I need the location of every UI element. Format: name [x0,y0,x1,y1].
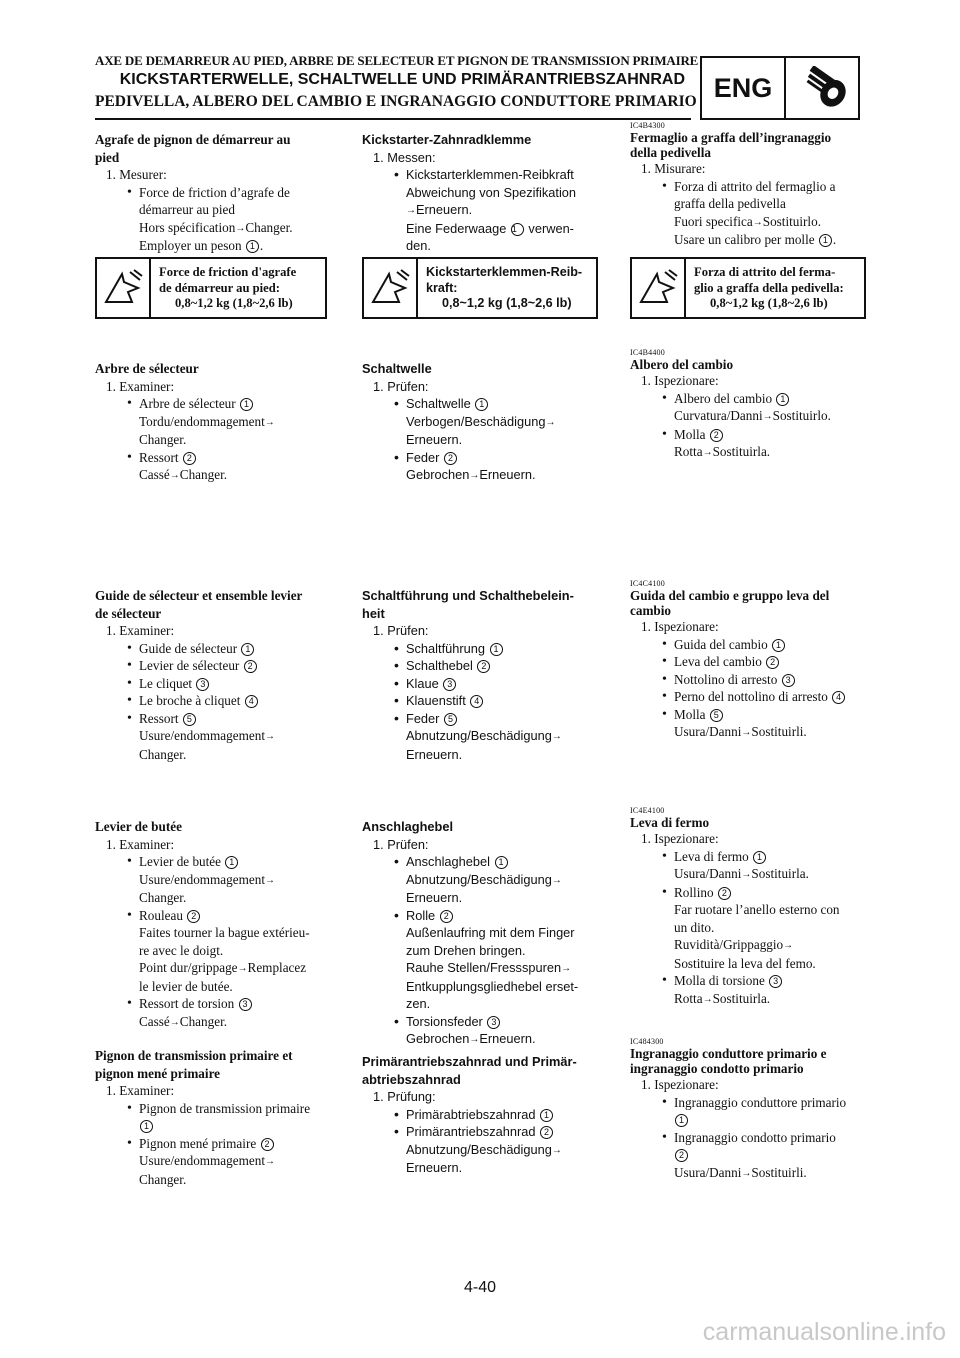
spec-value: 0,8~1,2 kg (1,8~2,6 lb) [710,296,828,310]
bullet-item: • Kickstarterklemmen-Reibkraft [362,166,598,184]
text-line: Eine Federwaage 1 verwen- [406,220,574,236]
spec-label: kraft: [426,280,458,295]
it-section-primary-gear [630,1037,866,1182]
callout-number: 1 [240,398,253,411]
bullet-item: • Schaltwelle 1 [362,395,598,413]
spec-value: 0,8~1,2 kg (1,8~2,6 lb) [442,296,572,310]
callout-number: 3 [443,678,456,691]
section-title: Anschlaghebel [362,819,454,834]
text-line: graffa della pedivella [674,196,786,211]
header-title-de: KICKSTARTERWELLE, SCHALTWELLE UND PRIMÄRANTRIEBSZAHNRAD [119,71,685,88]
callout-number: 2 [675,1149,688,1162]
spec-box [362,257,598,319]
section-title: Guide de sélecteur et ensemble levier [95,588,303,603]
text-line: Usura/Danni→Sostituirla. [674,866,809,881]
section-code: IC484300 [630,1037,664,1046]
text-line [630,1146,866,1164]
text-line: Cassé→Changer. [139,1013,228,1029]
callout-number: 1 [511,223,524,236]
text-line: Erneuern. [406,1160,463,1175]
bullet-item: • Molla 5 [630,706,866,724]
section-code: IC4C4100 [630,579,665,588]
text-line: Entkupplungsgliedhebel erset- [406,978,579,994]
bullet-item: • Molla 2 [630,426,866,444]
text-line: Außenlaufring mit dem Finger [406,925,575,940]
bullet-item: • Guide de sélecteur 1 [95,640,327,658]
section-title: Arbre de sélecteur [95,361,199,376]
section-title: Albero del cambio [630,357,734,372]
badge-label: ENG [702,58,786,118]
fr-section-kick-clip [95,131,327,255]
step: 1. Mesurer: [106,167,167,182]
callout-number: 1 [246,240,259,253]
bullet-item: • Forza di attrito del fermaglio a [630,178,866,196]
bullet-item: • Ingranaggio conduttore primario [630,1094,866,1112]
section-title: Ingranaggio conduttore primario e [630,1046,827,1061]
section-title: Schaltführung und Schalthebelein- [362,588,574,603]
section-code: IC4B4400 [630,348,665,357]
text-line: Abnutzung/Beschädigung→ [406,728,562,743]
callout-number: 1 [753,851,766,864]
step: 1. Examiner: [106,623,175,638]
spec-box [630,257,866,319]
fr-section-primary-gear [95,1047,327,1188]
bullet-item: • Schalthebel 2 [362,657,598,675]
de-section-primary-gear [362,1053,598,1177]
header-title-it: PEDIVELLA, ALBERO DEL CAMBIO E INGRANAGGIO CONDUTTORE PRIMARIO [95,93,697,110]
callout-number: 1 [225,856,238,869]
bullet-item: • Molla di torsione 3 [630,972,866,990]
page-number: 4-40 [463,1279,497,1296]
text-line: Usura/Danni→Sostituirli. [674,724,807,739]
section-title: cambio [630,603,672,618]
section-code: IC4E4100 [630,806,665,815]
bullet-item: • Nottolino di arresto 3 [630,671,866,689]
step: 1. Ispezionare: [641,1077,719,1092]
callout-number: 2 [766,656,779,669]
text-line: zum Drehen bringen. [406,942,526,958]
de-section-stopper-lever [362,818,598,1049]
fr-section-stopper-lever [95,818,327,1031]
text-line: Changer. [139,432,187,447]
text-line: Curvatura/Danni→Sostituirlo. [674,408,831,423]
de-section-shift-guide [362,587,598,763]
it-section-stopper-lever [630,806,866,1008]
it-section-kick-clip [630,121,866,249]
fr-section-shift-guide [95,587,327,763]
step: 1. Ispezionare: [641,619,719,634]
bullet-item: • Klauenstift 4 [362,692,598,710]
text-line: le levier de butée. [139,978,233,994]
text-line: Hors spécification→Changer. [139,219,293,235]
callout-number: 1 [819,234,832,247]
callout-number: 5 [710,709,723,722]
step: 1. Prüfen: [373,623,429,638]
callout-number: 2 [187,910,200,923]
bullet-item: • Torsionsfeder 3 [362,1013,598,1031]
bullet-item: • Albero del cambio 1 [630,390,866,408]
text-line: Verbogen/Beschädigung→ [406,413,556,429]
callout-number: 5 [183,713,196,726]
section-code: IC4B4300 [630,121,665,130]
callout-number: 1 [776,393,789,406]
callout-number: 4 [832,691,845,704]
callout-number: 1 [241,643,254,656]
callout-number: 1 [540,1109,553,1122]
section-badge [700,56,860,120]
it-section-shift-shaft [630,348,866,462]
section-title: abtriebszahnrad [362,1071,461,1087]
section-title: pied [95,149,120,165]
section-title: Guida del cambio e gruppo leva del [630,588,830,603]
section-title: Schaltwelle [362,361,432,376]
step: 1. Prüfen: [373,378,429,394]
callout-number: 2 [444,452,457,465]
callout-number: 1 [490,643,503,656]
text-line: Usura/Danni→Sostituirli. [674,1164,807,1180]
section-title: Primärantriebszahnrad und Primär- [362,1054,577,1069]
step: 1. Ispezionare: [641,373,719,388]
text-line: Sostituire la leva del femo. [674,955,816,971]
section-title: della pedivella [630,145,711,160]
callout-number: 1 [140,1120,153,1133]
text-line: Cassé→Changer. [139,467,228,482]
section-title: Kickstarter-Zahnradklemme [362,132,532,147]
section-title: de sélecteur [95,605,162,621]
callout-number: 4 [245,695,258,708]
callout-number: 3 [239,998,252,1011]
header-rule [95,118,691,120]
callout-number: 2 [718,887,731,900]
callout-number: 2 [477,660,490,673]
text-line: Usare un calibro per molle 1 . [674,232,837,247]
bullet-item: • Ressort 5 [95,710,327,728]
text-line: Usure/endommagement→ [139,728,275,743]
step: 1. Examiner: [106,836,175,852]
bullet-item: • Le broche à cliquet 4 [95,692,327,710]
text-line: Usure/endommagement→ [139,1153,275,1168]
text-line: Rauhe Stellen/Fressspuren→ [406,960,572,975]
text-line: zen. [406,996,431,1011]
text-line: Changer. [139,890,187,905]
text-line: Faites tourner la bague extérieu- [139,925,310,940]
text-line: Changer. [139,746,187,762]
bullet-item: • Pignon mené primaire 2 [95,1135,327,1153]
text-line: un dito. [674,919,715,935]
spring-scale-icon [97,259,151,317]
callout-number: 2 [440,910,453,923]
bullet-item: • Rolle 2 [362,907,598,925]
callout-number: 1 [675,1114,688,1127]
bullet-item: • Klaue 3 [362,675,598,693]
bullet-item: • Leva di fermo 1 [630,848,866,866]
bullet-item: • Force de friction d’agrafe de [95,184,327,202]
text-line: Fuori specifica→Sostituirlo. [674,213,821,229]
bullet-item: • Leva del cambio 2 [630,653,866,671]
bullet-item: • Le cliquet 3 [95,675,327,693]
bullet-item: • Primärantriebszahnrad 2 [362,1123,598,1141]
callout-number: 3 [487,1016,500,1029]
watermark: carmanualsonline.info [702,1318,946,1346]
callout-number: 2 [540,1126,553,1139]
callout-number: 1 [772,639,785,652]
bullet-item: • Primärabtriebszahnrad 1 [362,1106,598,1124]
header-title-fr: AXE DE DEMARREUR AU PIED, ARBRE DE SELECTEUR ET PIGNON DE TRANSMISSION PRIMAIRE [95,53,699,68]
section-title: Fermaglio a graffa dell’ingranaggio [630,130,832,145]
bullet-item: • Ressort 2 [95,449,327,467]
text-line: Erneuern. [406,890,463,905]
bullet-item: • Anschlaghebel 1 [362,853,598,871]
callout-number: 2 [244,660,257,673]
text-line: Point dur/grippage→Remplacez [139,960,307,975]
text-line: Employer un peson 1 . [139,238,264,253]
callout-number: 2 [261,1138,274,1151]
de-section-kick-clip [362,131,598,255]
bullet-item: • Pignon de transmission primaire [95,1100,327,1118]
step: 1. Misurare: [641,161,706,176]
bullet-item: • Guida del cambio 1 [630,636,866,654]
de-section-shift-shaft [362,360,598,485]
section-title: pignon mené primaire [95,1065,221,1081]
text-line: Changer. [139,1171,187,1187]
fr-section-shift-shaft [95,360,327,485]
text-line: Usure/endommagement→ [139,871,275,887]
bullet-item: • Feder 5 [362,710,598,728]
text-line: Rotta→Sostituirla. [674,990,771,1006]
step: 1. Ispezionare: [641,831,719,846]
text-line: Gebrochen→Erneuern. [406,1031,536,1046]
text-line: Abnutzung/Beschädigung→ [406,871,562,887]
callout-number: 1 [495,856,508,869]
text-line: démarreur au pied [139,202,235,217]
text-line: Gebrochen→Erneuern. [406,467,536,482]
step: 1. Messen: [373,149,436,165]
section-title: Agrafe de pignon de démarreur au [95,132,291,147]
bullet-item: • Ingranaggio condotto primario [630,1129,866,1147]
spec-label: glio a graffa della pedivella: [694,280,844,295]
section-title: Levier de butée [95,819,182,834]
section-title: Pignon de transmission primaire et [95,1048,293,1063]
text-line: Erneuern. [406,746,463,762]
spec-label: de démarreur au pied: [159,280,280,295]
callout-number: 5 [444,713,457,726]
step: 1. Examiner: [106,378,175,394]
spec-value: 0,8~1,2 kg (1,8~2,6 lb) [175,296,293,310]
callout-number: 3 [196,678,209,691]
spring-scale-icon [364,259,418,317]
bullet-item: • Perno del nottolino di arresto 4 [630,688,866,706]
spec-label: Kickstarterklemmen-Reib- [426,265,583,279]
spring-scale-icon [632,259,686,317]
bullet-item: • Levier de butée 1 [95,853,327,871]
text-line [630,1111,866,1129]
section-title: ingranaggio condotto primario [630,1061,804,1076]
bullet-item: • Rollino 2 [630,884,866,902]
text-line: Far ruotare l’anello esterno con [674,902,840,917]
step: 1. Prüfung: [373,1089,436,1104]
callout-number: 2 [183,452,196,465]
step: 1. Prüfen: [373,836,429,852]
section-title: Leva di fermo [630,815,710,830]
bullet-item: • Levier de sélecteur 2 [95,657,327,675]
text-line: Rotta→Sostituirla. [674,444,771,459]
spec-label: Forza di attrito del ferma- [694,265,836,279]
bullet-item: • Feder 2 [362,449,598,467]
callout-number: 4 [470,695,483,708]
bullet-item: • Ressort de torsion 3 [95,995,327,1013]
bullet-item: • Rouleau 2 [95,907,327,925]
spec-box [95,257,327,319]
text-line: Erneuern. [406,432,463,447]
bullet-item: • Schaltführung 1 [362,640,598,658]
text-line: Abweichung von Spezifikation [406,184,577,200]
text-line: Ruvidità/Grippaggio→ [674,937,794,952]
text-line: Tordu/endommagement→ [139,413,275,429]
engine-icon [786,58,858,118]
callout-number: 3 [769,975,782,988]
text-line: re avec le doigt. [139,942,224,958]
step: 1. Examiner: [106,1083,175,1098]
text-line: Abnutzung/Beschädigung→ [406,1141,562,1157]
text-line: →Erneuern. [406,202,473,217]
callout-number: 2 [710,429,723,442]
callout-number: 3 [782,674,795,687]
bullet-item: • Arbre de sélecteur 1 [95,395,327,413]
text-line [95,1117,327,1135]
callout-number: 1 [475,398,488,411]
spec-label: Force de friction d'agrafe [159,265,297,279]
text-line: den. [406,238,431,253]
it-section-shift-guide [630,579,866,742]
section-title: heit [362,605,385,621]
